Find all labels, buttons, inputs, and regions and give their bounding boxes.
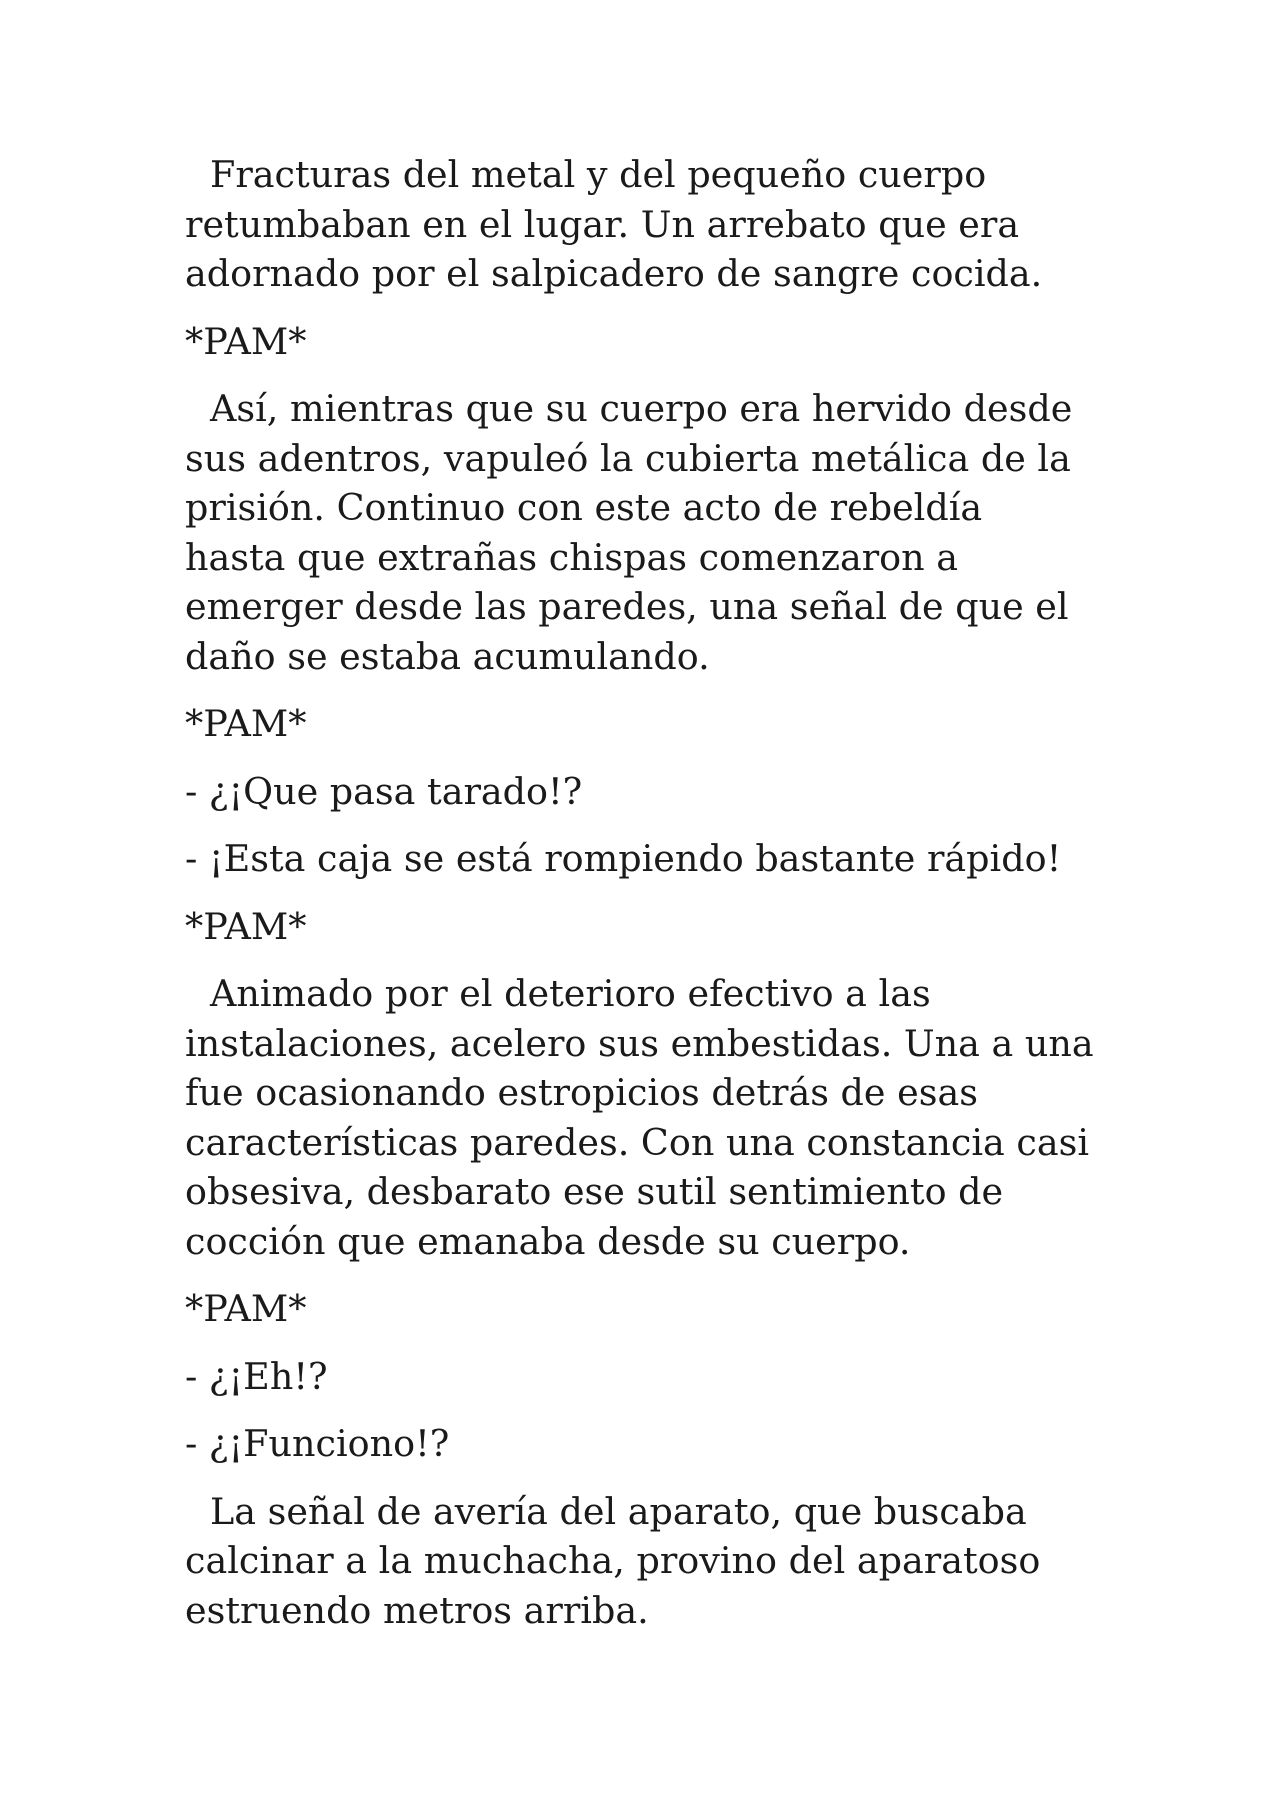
dialogue-line: - ¡Esta caja se está rompiendo bastante rápido! xyxy=(185,837,1062,880)
sound-effect: *PAM* xyxy=(185,1287,307,1330)
dialogue-line: - ¿¡Eh!? xyxy=(185,1354,328,1398)
paragraph: Animado por el deterioro efectivo a las instalaciones, acelero sus embestidas. Una a una fue ocasionando estropicios detrás de esas características paredes. Con una constancia casi obsesiva, desbarato ese sutil sentimiento de cocción que emanaba desde su cuerpo. xyxy=(185,972,1094,1263)
paragraph: Fracturas del metal y del pequeño cuerpo retumbaban en el lugar. Un arrebato que era adornado por el salpicadero de sangre cocida. xyxy=(185,153,1043,295)
paragraph: La señal de avería del aparato, que buscaba calcinar a la muchacha, provino del aparatoso estruendo metros arriba. xyxy=(185,1489,1041,1632)
dialogue-line: - ¿¡Funciono!? xyxy=(185,1422,450,1465)
sound-effect: *PAM* xyxy=(185,319,307,363)
document-page xyxy=(185,150,1115,1653)
dialogue-line: - ¿¡Que pasa tarado!? xyxy=(185,769,583,813)
sound-effect: *PAM* xyxy=(185,702,307,745)
sound-effect: *PAM* xyxy=(185,904,307,948)
paragraph: Así, mientras que su cuerpo era hervido desde sus adentros, vapuleó la cubierta metálica de la prisión. Continuo con este acto de rebeldía hasta que extrañas chispas comenzaron a emerger desde las paredes, una señal de que el daño se estaba acumulando. xyxy=(185,387,1073,678)
